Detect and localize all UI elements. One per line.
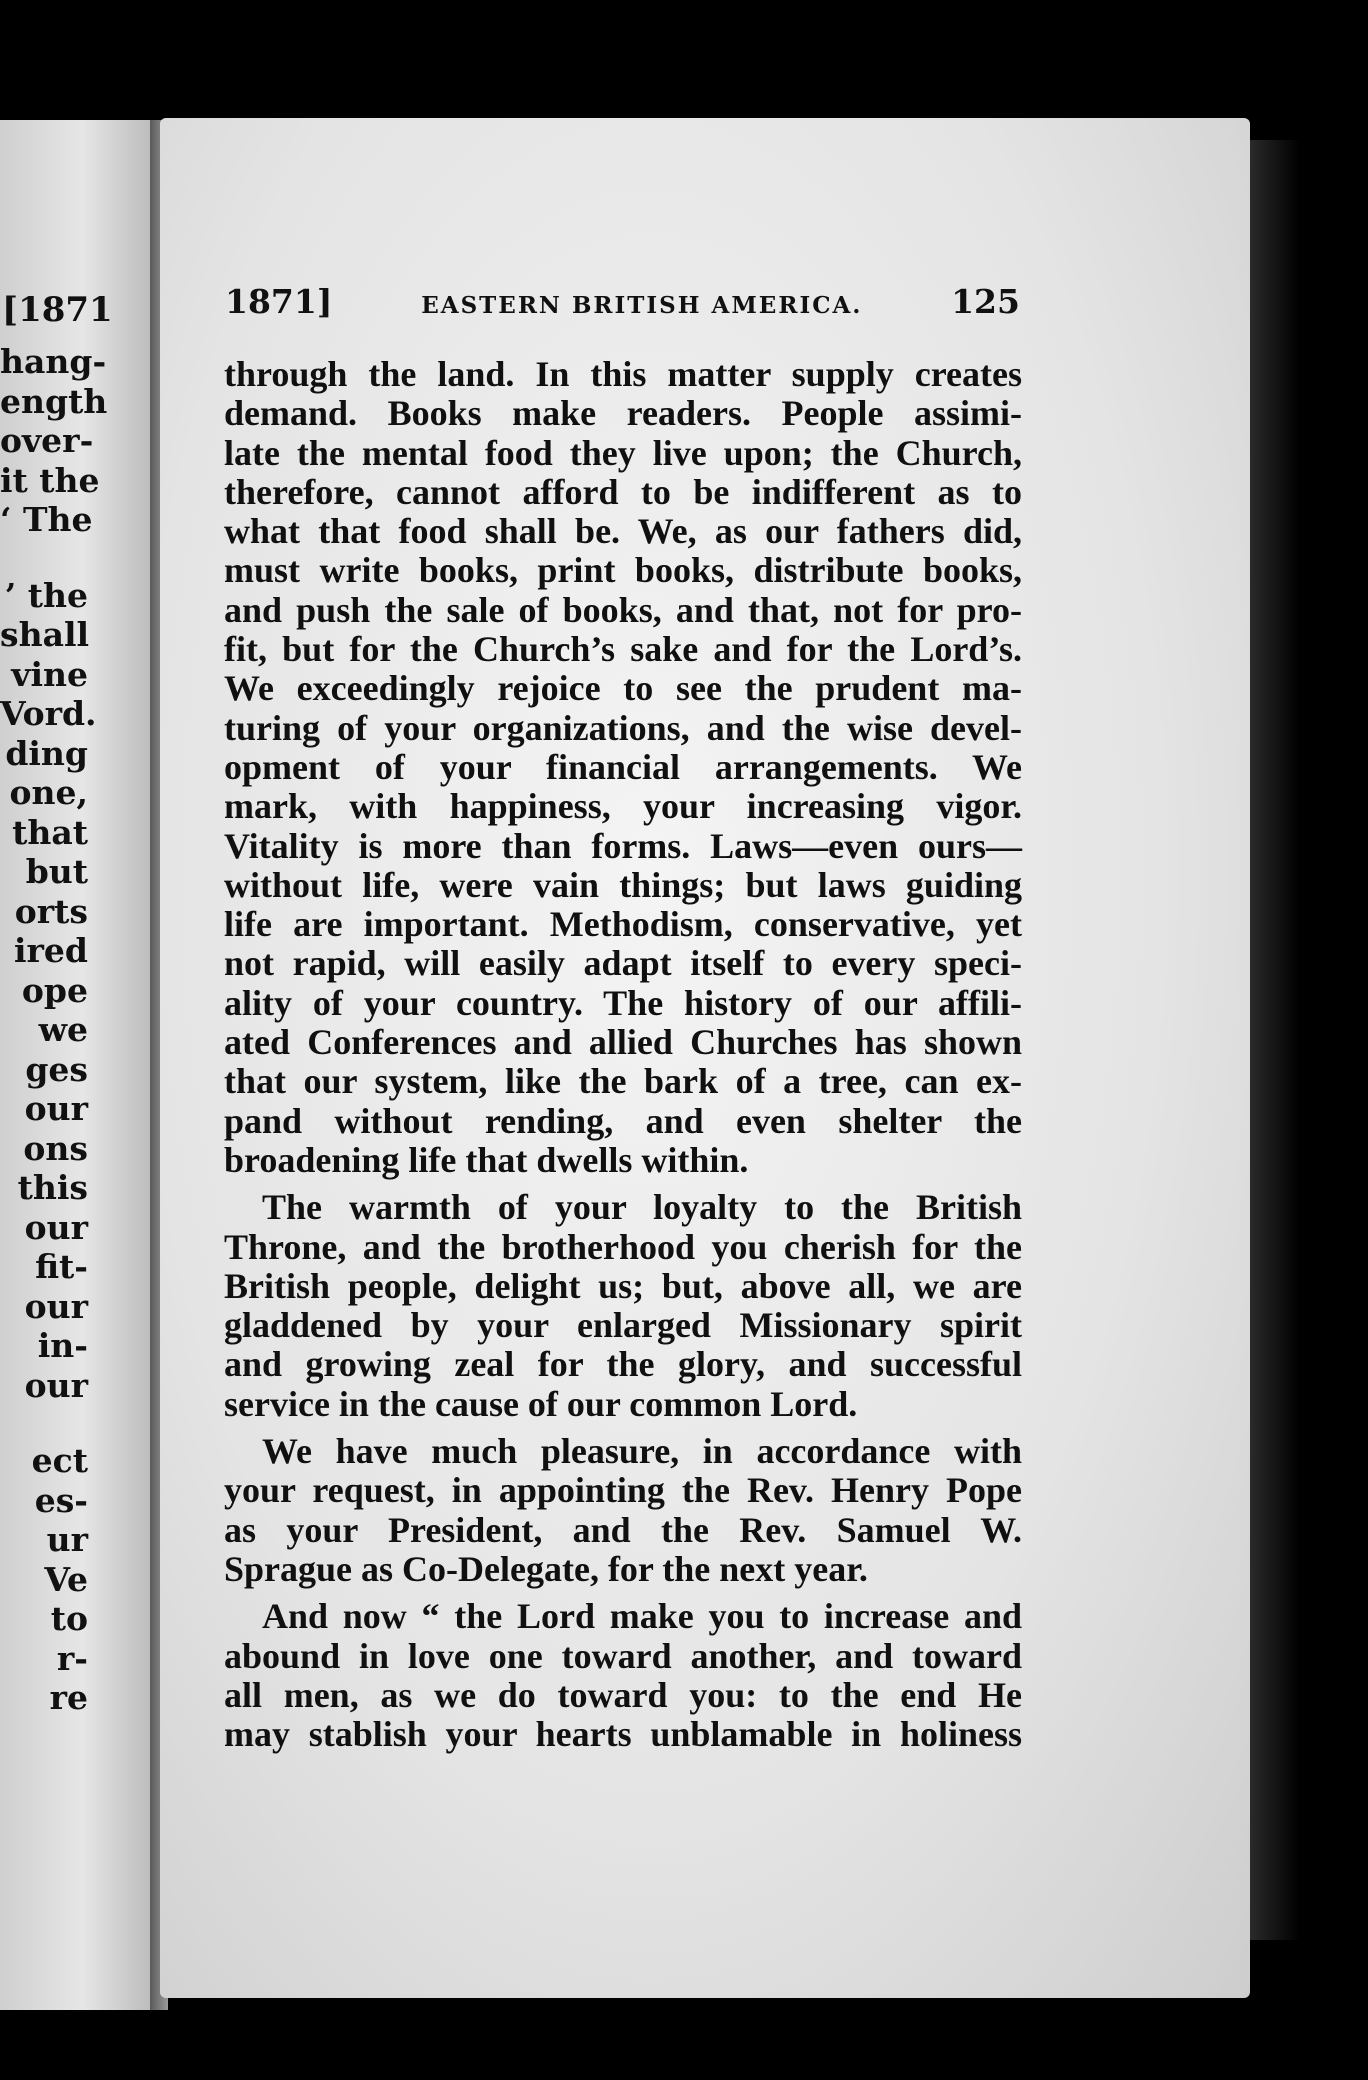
text-line: British people, delight us; but, above all, we are bbox=[224, 1265, 1022, 1306]
left-page-line: ons bbox=[23, 1128, 88, 1168]
text-line: therefore, cannot afford to be indifferent as to bbox=[224, 471, 1022, 512]
left-page-line: we bbox=[38, 1010, 88, 1049]
text-line: life are important. Methodism, conservative, yet bbox=[224, 904, 1022, 945]
text-line: The warmth of your loyalty to the British bbox=[262, 1187, 1022, 1228]
left-page-line: hang- bbox=[0, 342, 107, 381]
left-page-line: Vord. bbox=[0, 694, 97, 733]
text-line: broadening life that dwells within. bbox=[224, 1139, 749, 1180]
left-page-line: orts bbox=[14, 891, 88, 931]
left-page-line: shall bbox=[0, 615, 90, 654]
running-head-title: EASTERN BRITISH AMERICA. bbox=[421, 292, 863, 319]
left-page-line: ired bbox=[14, 931, 88, 970]
paragraph bbox=[224, 1432, 1022, 1589]
page-body-text bbox=[224, 355, 1022, 1754]
text-line: what that food shall be. We, as our fathers did, bbox=[224, 511, 1022, 552]
left-page-line: to bbox=[50, 1599, 88, 1638]
text-line: not rapid, will easily adapt itself to every speci- bbox=[224, 943, 1022, 984]
left-page-line: over- bbox=[0, 421, 94, 460]
text-line: may stablish your hearts unblamable in holiness bbox=[224, 1714, 1022, 1755]
text-line: and growing zeal for the glory, and successful bbox=[224, 1344, 1022, 1385]
text-line: ality of your country. The history of our affili- bbox=[224, 982, 1022, 1023]
left-page-line: that bbox=[12, 812, 88, 852]
left-page-fragment bbox=[0, 120, 150, 2010]
left-page-line: ect bbox=[31, 1441, 88, 1480]
left-page-line: vine bbox=[11, 654, 88, 694]
page-number: 125 bbox=[951, 282, 1020, 321]
text-line: ated Conferences and allied Churches has shown bbox=[224, 1022, 1022, 1063]
text-line: demand. Books make readers. People assimi- bbox=[224, 393, 1022, 434]
running-head-year: 1871] bbox=[225, 282, 333, 321]
text-line: fit, but for the Church’s sake and for the Lord’s. bbox=[224, 629, 1022, 670]
left-page-header: [1871 bbox=[2, 290, 113, 330]
text-line: We have much pleasure, in accordance with bbox=[262, 1431, 1022, 1472]
left-page-line: ope bbox=[21, 970, 88, 1010]
left-page-line: our bbox=[24, 1089, 88, 1128]
text-line: and push the sale of books, and that, not for pro- bbox=[224, 589, 1022, 630]
paragraph bbox=[224, 1188, 1022, 1424]
text-line: gladdened by your enlarged Missionary spirit bbox=[224, 1305, 1022, 1346]
text-line: And now “ the Lord make you to increase and bbox=[262, 1596, 1022, 1637]
text-line: We exceedingly rejoice to see the prudent ma- bbox=[224, 668, 1022, 709]
text-line: as your President, and the Rev. Samuel W. bbox=[224, 1509, 1022, 1550]
left-page-line: ges bbox=[25, 1049, 88, 1089]
left-page-line: it the bbox=[0, 460, 100, 500]
text-line: pand without rending, and even shelter the bbox=[224, 1100, 1022, 1141]
text-line: service in the cause of our common Lord. bbox=[224, 1383, 858, 1424]
left-page-line: in- bbox=[37, 1326, 88, 1365]
left-page-line: our bbox=[24, 1207, 88, 1247]
left-page-line: re bbox=[49, 1678, 88, 1717]
left-page-line: ‘ The bbox=[0, 500, 93, 539]
left-page-line: one, bbox=[9, 773, 88, 812]
paragraph bbox=[224, 1597, 1022, 1754]
text-line: late the mental food they live upon; the Church, bbox=[224, 432, 1022, 473]
text-line: abound in love one toward another, and toward bbox=[224, 1635, 1022, 1676]
left-page-line: es- bbox=[34, 1480, 88, 1520]
text-line: that our system, like the bark of a tree, can ex- bbox=[224, 1061, 1022, 1102]
text-line: opment of your financial arrangements. We bbox=[224, 746, 1022, 787]
text-line: mark, with happiness, your increasing vigor. bbox=[224, 786, 1022, 827]
text-line: without life, were vain things; but laws guiding bbox=[224, 864, 1022, 905]
text-line: all men, as we do toward you: to the end He bbox=[224, 1674, 1022, 1715]
left-page-line: ur bbox=[46, 1520, 88, 1559]
page-edge-shadow bbox=[1250, 140, 1300, 1940]
left-page-line: ength bbox=[0, 381, 108, 421]
text-line: Throne, and the brotherhood you cherish for the bbox=[224, 1226, 1022, 1267]
left-page-line bbox=[0, 1405, 88, 1441]
left-page-line: our bbox=[24, 1365, 88, 1405]
left-page-line: this bbox=[17, 1168, 88, 1207]
left-page-line bbox=[0, 540, 88, 576]
left-page-line: Ve bbox=[44, 1559, 88, 1599]
left-page-line: ding bbox=[5, 733, 88, 773]
text-line: turing of your organizations, and the wise devel- bbox=[224, 707, 1022, 748]
left-page-line: r- bbox=[56, 1638, 88, 1678]
left-page-line: ’ the bbox=[4, 575, 88, 615]
text-line: Sprague as Co-Delegate, for the next year. bbox=[224, 1548, 868, 1589]
left-page-line: our bbox=[24, 1286, 88, 1326]
text-line: must write books, print books, distribute books, bbox=[224, 550, 1022, 591]
text-line: through the land. In this matter supply creates bbox=[224, 354, 1022, 394]
left-page-lines bbox=[0, 342, 150, 1718]
left-page-line: fit- bbox=[35, 1247, 88, 1286]
text-line: your request, in appointing the Rev. Henry Pope bbox=[224, 1470, 1022, 1511]
text-line: Vitality is more than forms. Laws—even ours— bbox=[224, 825, 1022, 866]
running-head bbox=[225, 282, 1020, 321]
paragraph bbox=[224, 355, 1022, 1180]
left-page-line: but bbox=[25, 852, 88, 891]
